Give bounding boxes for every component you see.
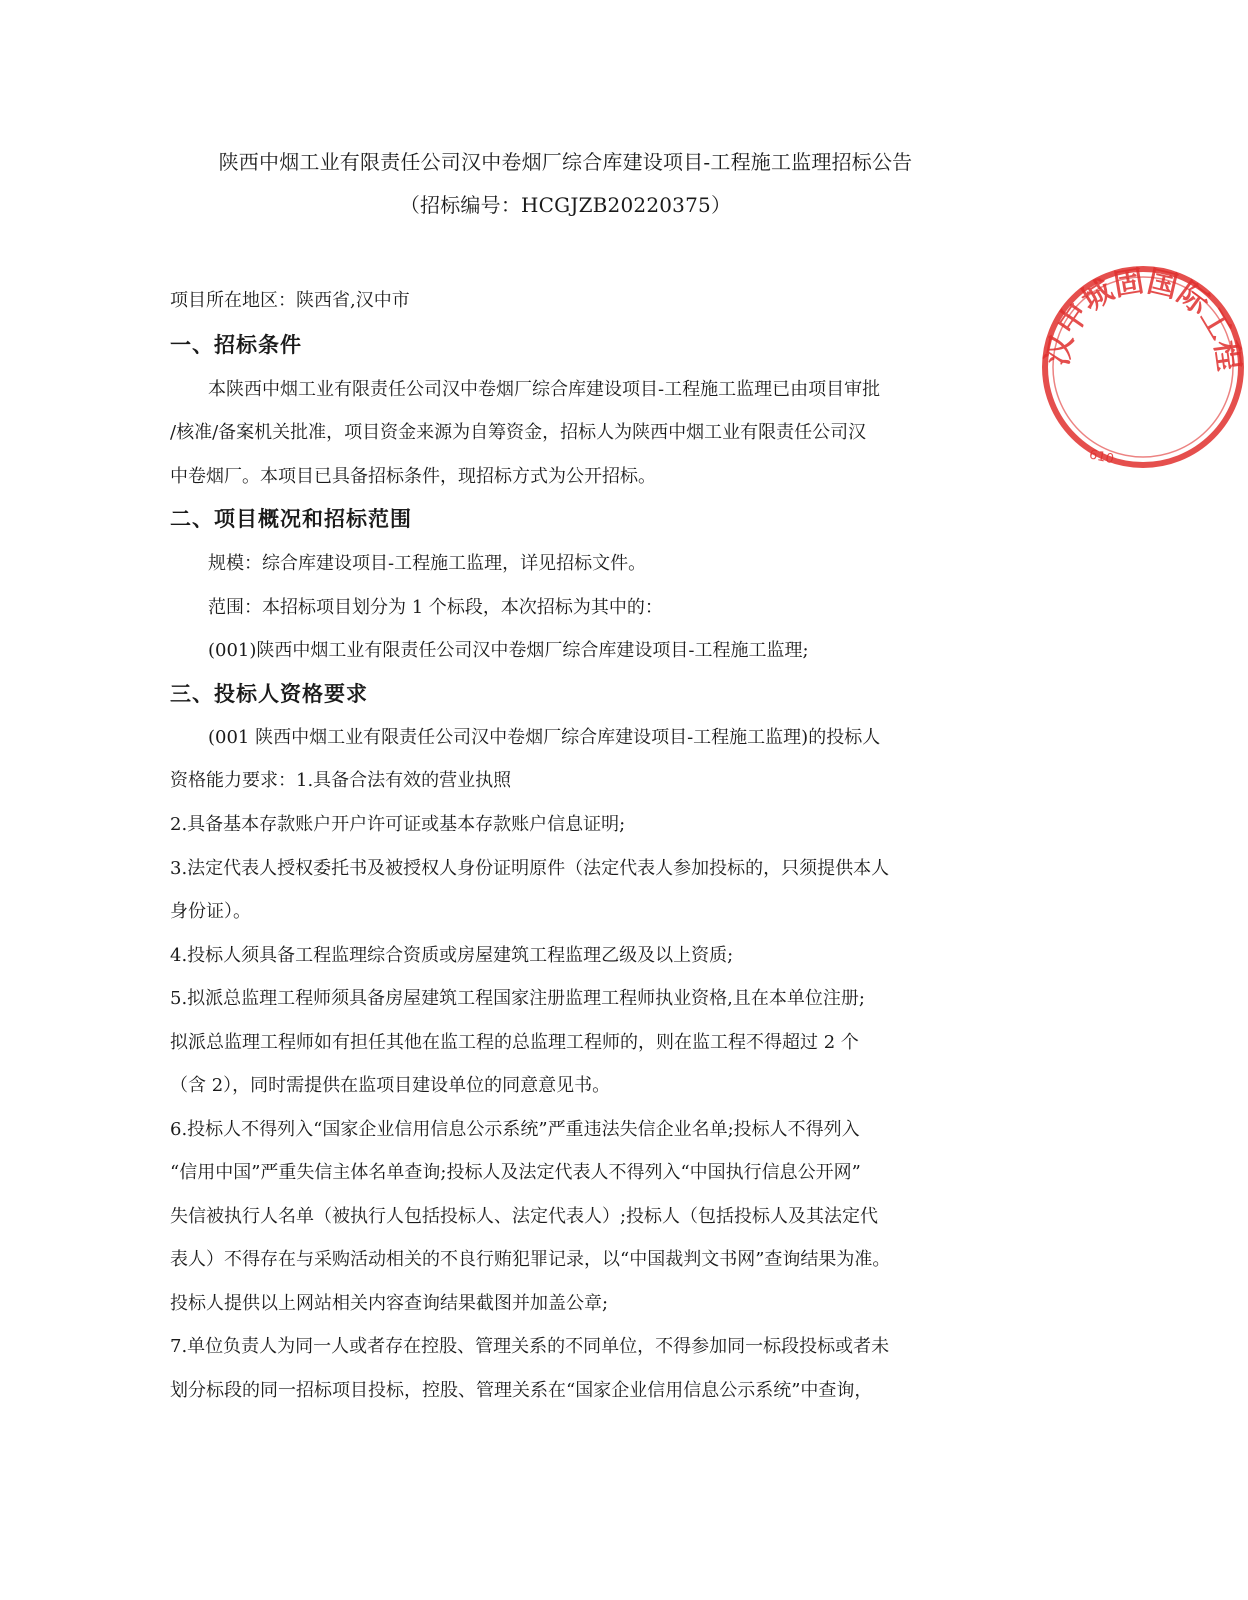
section-heading-project-overview: 二、项目概况和招标范围 <box>170 506 412 531</box>
document-title: 陕西中烟工业有限责任公司汉中卷烟厂综合库建设项目-工程施工监理招标公告 <box>218 150 913 174</box>
paragraph-line: 中卷烟厂。本项目已具备招标条件，现招标方式为公开招标。 <box>170 466 656 487</box>
seal-text: 汉中城固国际工程 <box>1040 263 1247 373</box>
paragraph-line: 身份证）。 <box>170 901 251 922</box>
bid-number: （招标编号：HCGJZB20220375） <box>399 193 732 217</box>
paragraph-line: 投标人提供以上网站相关内容查询结果截图并加盖公章; <box>170 1293 609 1314</box>
paragraph-line: 6.投标人不得列入“国家企业信用信息公示系统”严重违法失信企业名单;投标人不得列入 <box>170 1119 860 1140</box>
paragraph-line: 表人）不得存在与采购活动相关的不良行贿犯罪记录，以“中国裁判文书网”查询结果为准。 <box>170 1249 891 1270</box>
section-heading-bidding-conditions: 一、招标条件 <box>170 332 302 357</box>
paragraph-line: (001 陕西中烟工业有限责任公司汉中卷烟厂综合库建设项目-工程施工监理)的投标人 <box>208 727 881 748</box>
paragraph-line: “信用中国”严重失信主体名单查询;投标人及法定代表人不得列入“中国执行信息公开网” <box>170 1162 861 1183</box>
paragraph-line: 范围：本招标项目划分为 1 个标段，本次招标为其中的： <box>208 597 663 618</box>
paragraph-line: （含 2），同时需提供在监项目建设单位的同意意见书。 <box>170 1075 611 1096</box>
paragraph-line: 2.具备基本存款账户开户许可证或基本存款账户信息证明; <box>170 814 626 835</box>
paragraph-line: 失信被执行人名单（被执行人包括投标人、法定代表人）;投标人（包括投标人及其法定代 <box>170 1206 879 1227</box>
project-location: 项目所在地区：陕西省,汉中市 <box>170 290 410 311</box>
paragraph-line: 拟派总监理工程师如有担任其他在监工程的总监理工程师的，则在监工程不得超过 2 个 <box>170 1032 859 1053</box>
paragraph-line: 资格能力要求：1.具备合法有效的营业执照 <box>170 770 512 791</box>
paragraph-line: 5.拟派总监理工程师须具备房屋建筑工程国家注册监理工程师执业资格,且在本单位注册; <box>170 988 865 1009</box>
svg-text:汉中城固国际工程 <box>1040 264 1246 373</box>
paragraph-line: 划分标段的同一招标项目投标，控股、管理关系在“国家企业信用信息公示系统”中查询， <box>170 1380 873 1401</box>
section-heading-bidder-qualifications: 三、投标人资格要求 <box>170 681 368 706</box>
paragraph-line: 7.单位负责人为同一人或者存在控股、管理关系的不同单位，不得参加同一标段投标或者未 <box>170 1336 890 1357</box>
paragraph-line: /核准/备案机关批准，项目资金来源为自筹资金，招标人为陕西中烟工业有限责任公司汉 <box>170 422 867 443</box>
paragraph-line: 规模：综合库建设项目-工程施工监理，详见招标文件。 <box>208 553 647 574</box>
paragraph-line: 3.法定代表人授权委托书及被授权人身份证明原件（法定代表人参加投标的，只须提供本人 <box>170 858 890 879</box>
paragraph-line: (001)陕西中烟工业有限责任公司汉中卷烟厂综合库建设项目-工程施工监理; <box>208 640 809 661</box>
paragraph-line: 4.投标人须具备工程监理综合资质或房屋建筑工程监理乙级及以上资质; <box>170 945 734 966</box>
company-seal-stamp <box>1038 262 1248 472</box>
seal-number: 610 <box>1087 447 1116 468</box>
paragraph-line: 本陕西中烟工业有限责任公司汉中卷烟厂综合库建设项目-工程施工监理已由项目审批 <box>208 379 881 400</box>
